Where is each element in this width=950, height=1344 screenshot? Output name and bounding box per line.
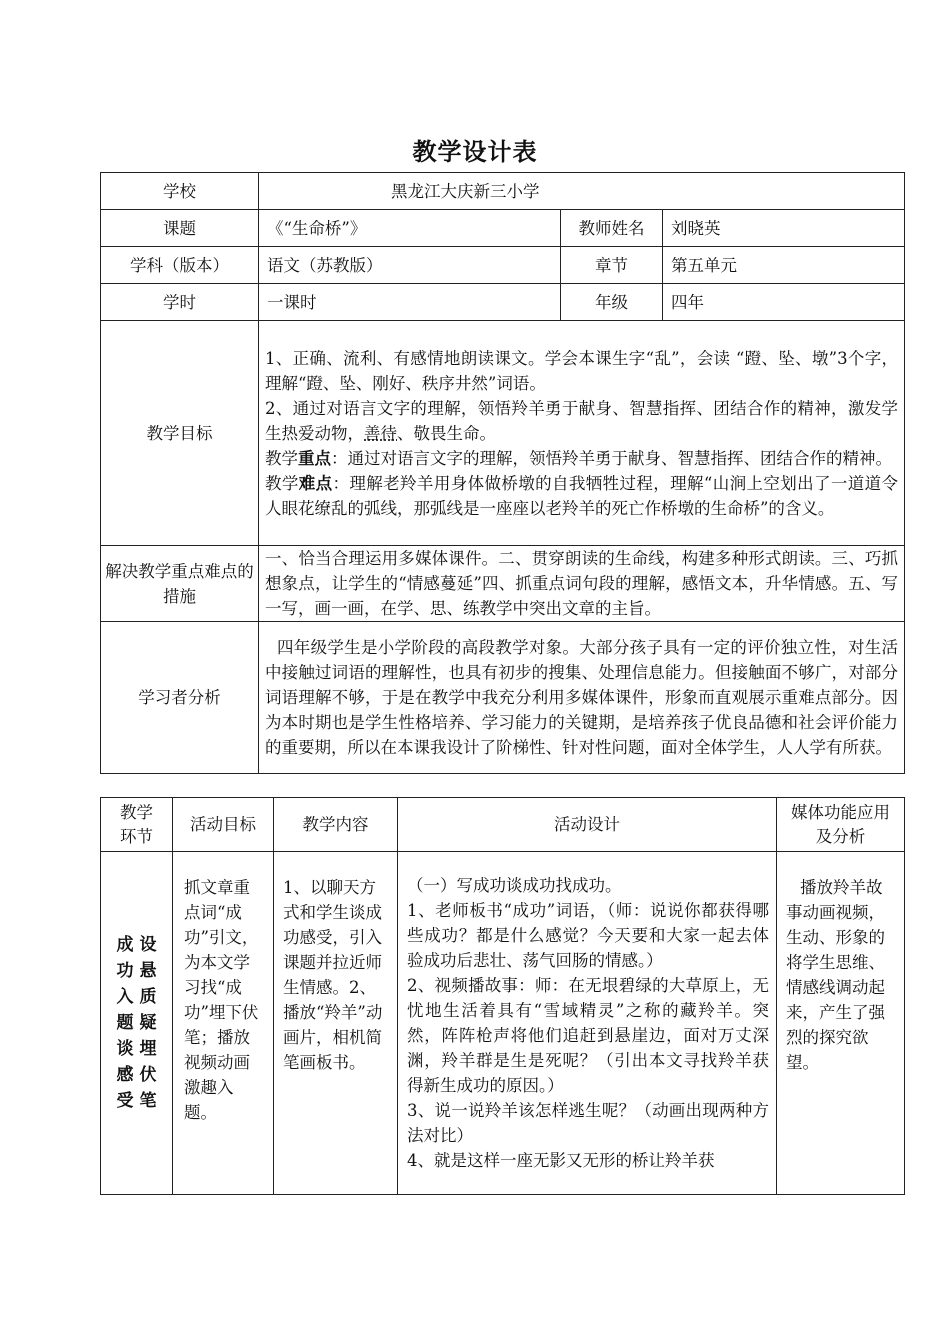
stage-char: 入 xyxy=(116,987,134,1007)
stage-column-1 xyxy=(117,932,134,1114)
header-media: 媒体功能应用及分析 xyxy=(777,798,905,852)
school-label: 学校 xyxy=(101,173,259,210)
stage-char: 伏 xyxy=(139,1065,157,1085)
stage-char: 谈 xyxy=(116,1039,134,1059)
header-content: 教学内容 xyxy=(274,798,398,852)
row-measures xyxy=(101,546,905,622)
subject-label: 学科（版本） xyxy=(101,247,259,284)
design-line: （一）写成功谈成功找成功。 xyxy=(407,876,622,895)
goals-label: 教学目标 xyxy=(101,321,259,546)
header-stage: 教学环节 xyxy=(101,798,173,852)
row-school xyxy=(101,173,905,210)
teacher-value: 刘晓英 xyxy=(663,210,905,247)
row-subject xyxy=(101,247,905,284)
media-analysis-cell: 播放羚羊故事动画视频，生动、形象的将学生思维、情感线调动起来，产生了强烈的探究欲望。 xyxy=(777,852,905,1195)
goal-key-point: 教学重点：通过对语言文字的理解，领悟羚羊勇于献身、智慧指挥、团结合作的精神。 xyxy=(265,448,892,468)
learners-text: 四年级学生是小学阶段的高段教学对象。大部分孩子具有一定的评价独立性，对生活中接触过词语的理解性，也具有初步的搜集、处理信息能力。但接触面不够广，对部分词语理解不够，于是在教学中我充分利用多媒体课件，形象而直观展示重难点部分。因为本时期也是学生性格培养、学习能力的关键期，是培养孩子优良品德和社会评价能力的重要期，所以在本课我设计了阶梯性、针对性问题，面对全体学生，人人学有所获。 xyxy=(259,622,905,774)
stage-column-2 xyxy=(140,932,157,1114)
row-goals xyxy=(101,321,905,546)
teacher-label: 教师姓名 xyxy=(561,210,663,247)
row-learners xyxy=(101,622,905,774)
stage-char: 笔 xyxy=(139,1091,157,1111)
stage-char: 感 xyxy=(116,1065,134,1085)
page-title: 教学设计表 xyxy=(412,137,538,166)
activity-table xyxy=(100,797,905,1195)
grade-label: 年级 xyxy=(561,284,663,321)
measures-label: 解决教学重点难点的措施 xyxy=(101,546,259,622)
measures-text: 一、恰当合理运用多媒体课件。二、贯穿朗读的生命线，构建多种形式朗读。三、巧抓想象点，让学生的“情感蔓延”四、抓重点词句段的理解，感悟文本，升华情感。五、写一写，画一画，在学、思、练教学中突出文章的主旨。 xyxy=(259,546,905,622)
subject-value: 语文（苏教版） xyxy=(259,247,561,284)
stage-char: 成 xyxy=(116,935,134,955)
goal-line-2: 2、通过对语言文字的理解，领悟羚羊勇于献身、智慧指挥、团结合作的精神，激发学生热爱动物，善待、敬畏生命。 xyxy=(265,398,899,443)
stage-char: 疑 xyxy=(139,1013,157,1033)
activity-row xyxy=(101,852,905,1195)
chapter-value: 第五单元 xyxy=(663,247,905,284)
chapter-label: 章节 xyxy=(561,247,663,284)
row-topic xyxy=(101,210,905,247)
design-line: 1、老师板书“成功”词语，（师：说说你都获得哪些成功？都是什么感觉？今天要和大家一起去体验成功后悲壮、荡气回肠的情感。） xyxy=(407,901,769,970)
activity-goal-cell: 抓文章重点词“成功”引文，为本文学习找“成功”埋下伏笔；播放视频动画激趣入题。 xyxy=(173,852,274,1195)
topic-value: 《“生命桥”》 xyxy=(259,210,561,247)
stage-char: 受 xyxy=(116,1091,134,1111)
header-design: 活动设计 xyxy=(398,798,777,852)
activity-header-row xyxy=(101,798,905,852)
goal-line-1: 1、正确、流利、有感情地朗读课文。学会本课生字“乱”，会读 “蹬、坠、墩”3个字，理解“蹬、坠、刚好、秩序井然”词语。 xyxy=(265,348,899,393)
design-line: 4、就是这样一座无影又无形的桥让羚羊获 xyxy=(407,1151,715,1170)
design-line: 3、说一说羚羊该怎样逃生呢？（动画出现两种方法对比） xyxy=(407,1101,769,1145)
goals-text xyxy=(259,321,905,546)
design-info-table xyxy=(100,172,905,774)
design-line: 2、视频播故事：师：在无垠碧绿的大草原上，无忧地生活着具有“雪域精灵”之称的藏羚羊。突然，阵阵枪声将他们追赶到悬崖边，面对万丈深渊，羚羊群是生是死呢？（引出本文寻找羚羊获得新生成功的原因。） xyxy=(407,976,769,1095)
topic-label: 课题 xyxy=(101,210,259,247)
stage-char: 悬 xyxy=(139,961,157,981)
stage-cell xyxy=(101,852,173,1195)
stage-char: 埋 xyxy=(139,1039,157,1059)
stage-char: 质 xyxy=(139,987,157,1007)
stage-char: 功 xyxy=(116,961,134,981)
school-value: 黑龙江大庆新三小学 xyxy=(259,173,905,210)
header-goal: 活动目标 xyxy=(173,798,274,852)
stage-char: 题 xyxy=(116,1013,134,1033)
teaching-content-cell: 1、以聊天方式和学生谈成功感受，引入课题并拉近师生情感。2、播放“羚羊”动画片，相机简笔画板书。 xyxy=(274,852,398,1195)
learners-label: 学习者分析 xyxy=(101,622,259,774)
period-label: 学时 xyxy=(101,284,259,321)
goal-difficult-point: 教学难点：理解老羚羊用身体做桥墩的自我牺牲过程，理解“山涧上空划出了一道道令人眼花缭乱的弧线，那弧线是一座座以老羚羊的死亡作桥墩的生命桥”的含义。 xyxy=(265,473,899,518)
stage-char: 设 xyxy=(139,935,157,955)
activity-design-cell xyxy=(398,852,777,1195)
grade-value: 四年 xyxy=(663,284,905,321)
row-period xyxy=(101,284,905,321)
period-value: 一课时 xyxy=(259,284,561,321)
